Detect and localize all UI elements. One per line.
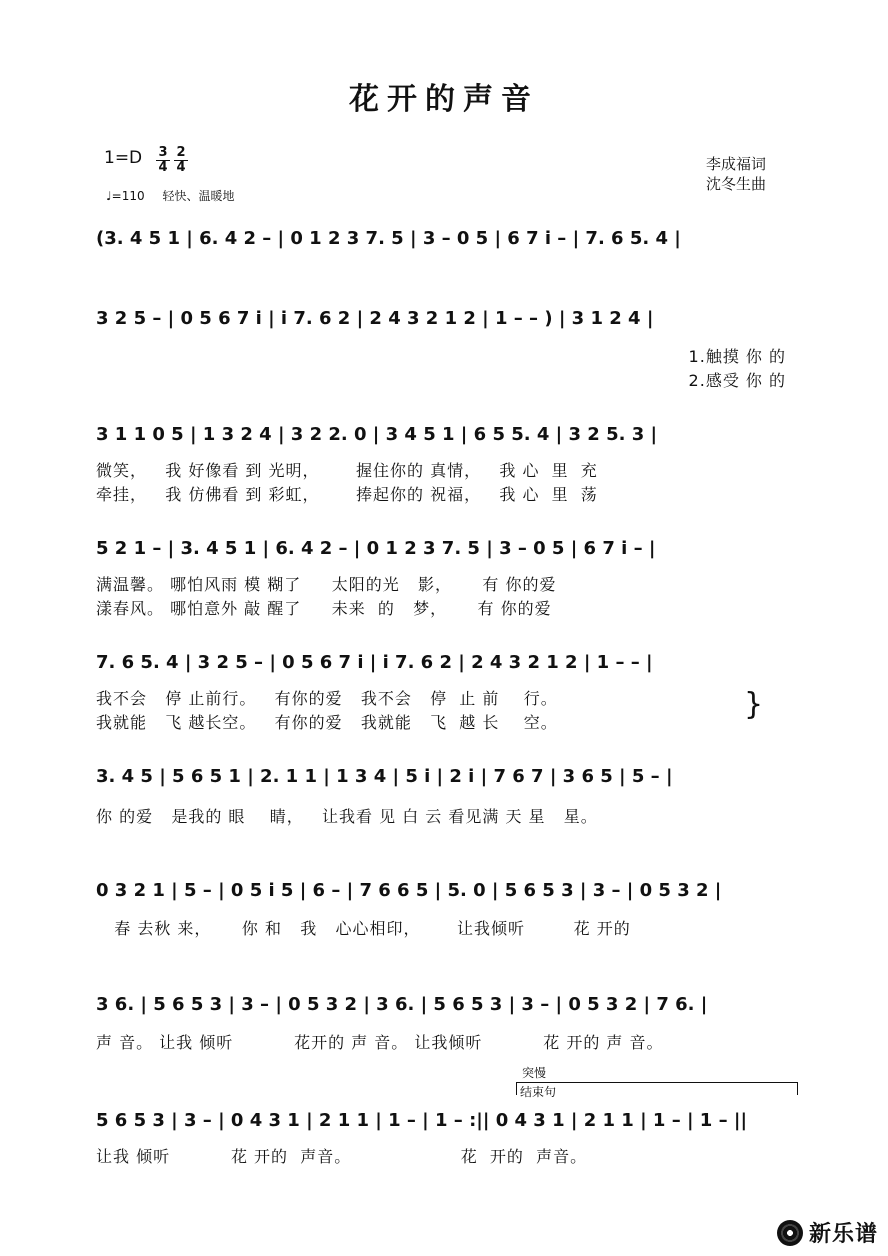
expression: 轻快、温暖地 — [162, 189, 235, 203]
score-line-8: 3 6. | 5 6 5 3 | 3 – | 0 5 3 2 | 3 6. | 5 6 5 3 | 3 – | 0 5 3 2 | 7 6. | — [96, 994, 708, 1015]
score-line-4: 5 2 1 – | 3. 4 5 1 | 6. 4 2 – | 0 1 2 3 7. 5 | 3 – 0 5 | 6 7 i – | — [96, 538, 656, 559]
lyric-line-8: 声 音。 让我 倾听 花开的 声 音。 让我倾听 花 开的 声 音。 — [96, 1033, 664, 1052]
key-signature: 1=D — [104, 148, 143, 168]
lyricist: 李成福词 — [706, 155, 767, 173]
tempo-marking — [106, 187, 248, 204]
tempo: ♩=110 — [106, 189, 145, 203]
lyric-verse-start-1: 1.触摸 你 的 — [688, 347, 786, 366]
lyric-line-5-verse-1: 我不会 停 止前行。 有你的爱 我不会 停 止 前 行。 — [96, 689, 558, 708]
composer: 沈冬生曲 — [706, 175, 767, 193]
score-line-9: 5 6 5 3 | 3 – | 0 4 3 1 | 2 1 1 | 1 – | 1 – :|| 0 4 3 1 | 2 1 1 | 1 – | 1 – || — [96, 1110, 748, 1131]
lyric-line-7: 春 去秋 来， 你 和 我 心心相印， 让我倾听 花 开的 — [96, 919, 631, 938]
score-line-3: 3 1 1 0 5 | 1 3 2 4 | 3 2 2. 0 | 3 4 5 1 | 6 5 5. 4 | 3 2 5. 3 | — [96, 424, 658, 445]
lyric-line-9: 让我 倾听 花 开的 声音。 花 开的 声音。 — [96, 1147, 588, 1166]
ending-phrase-label: 结束句 — [520, 1085, 557, 1099]
time-signature-2-4: 2 4 — [174, 146, 188, 175]
lyric-line-3-verse-1: 微笑， 我 好像看 到 光明， 握住你的 真情， 我 心 里 充 — [96, 461, 598, 480]
score-line-1: (3. 4 5 1 | 6. 4 2 – | 0 1 2 3 7. 5 | 3 – 0 5 | 6 7 i – | 7. 6 5. 4 | — [96, 228, 681, 249]
lyric-line-3-verse-2: 牵挂， 我 仿佛看 到 彩虹， 捧起你的 祝福， 我 心 里 荡 — [96, 485, 598, 504]
lyric-line-5-verse-2: 我就能 飞 越长空。 有你的爱 我就能 飞 越 长 空。 — [96, 713, 558, 732]
lyric-line-4-verse-1: 满温馨。 哪怕风雨 模 糊了 太阳的光 影， 有 你的爱 — [96, 575, 557, 594]
score-line-6: 3. 4 5 | 5 6 5 1 | 2. 1 1 | 1 3 4 | 5 i | 2 i | 7 6 7 | 3 6 5 | 5 – | — [96, 766, 673, 787]
lyric-verse-start-2: 2.感受 你 的 — [688, 371, 786, 390]
brand-name: 新乐谱 — [808, 1222, 878, 1247]
score-line-7: 0 3 2 1 | 5 – | 0 5 i 5 | 6 – | 7 6 6 5 | 5. 0 | 5 6 5 3 | 3 – | 0 5 3 2 | — [96, 880, 722, 901]
song-title: 花开的声音 — [349, 82, 539, 117]
ending-bracket — [516, 1082, 798, 1095]
score-line-2: 3 2 5 – | 0 5 6 7 i | i 7. 6 2 | 2 4 3 2 1 2 | 1 – – ) | 3 1 2 4 | — [96, 308, 654, 329]
score-line-5: 7. 6 5. 4 | 3 2 5 – | 0 5 6 7 i | i 7. 6 2 | 2 4 3 2 1 2 | 1 – – | — [96, 652, 653, 673]
record-disc-icon — [777, 1220, 803, 1246]
credits — [706, 154, 766, 194]
sudden-slow-marking: 突慢 — [522, 1066, 547, 1080]
lyric-line-4-verse-2: 漾春风。 哪怕意外 敲 醒了 未来 的 梦， 有 你的爱 — [96, 599, 552, 618]
time-signature-3-4: 3 4 — [156, 146, 170, 175]
lyric-line-6: 你 的爱 是我的 眼 睛， 让我看 见 白 云 看见满 天 星 星。 — [96, 807, 598, 826]
verse-brace: } — [744, 687, 764, 722]
brand-logo — [777, 1217, 878, 1248]
